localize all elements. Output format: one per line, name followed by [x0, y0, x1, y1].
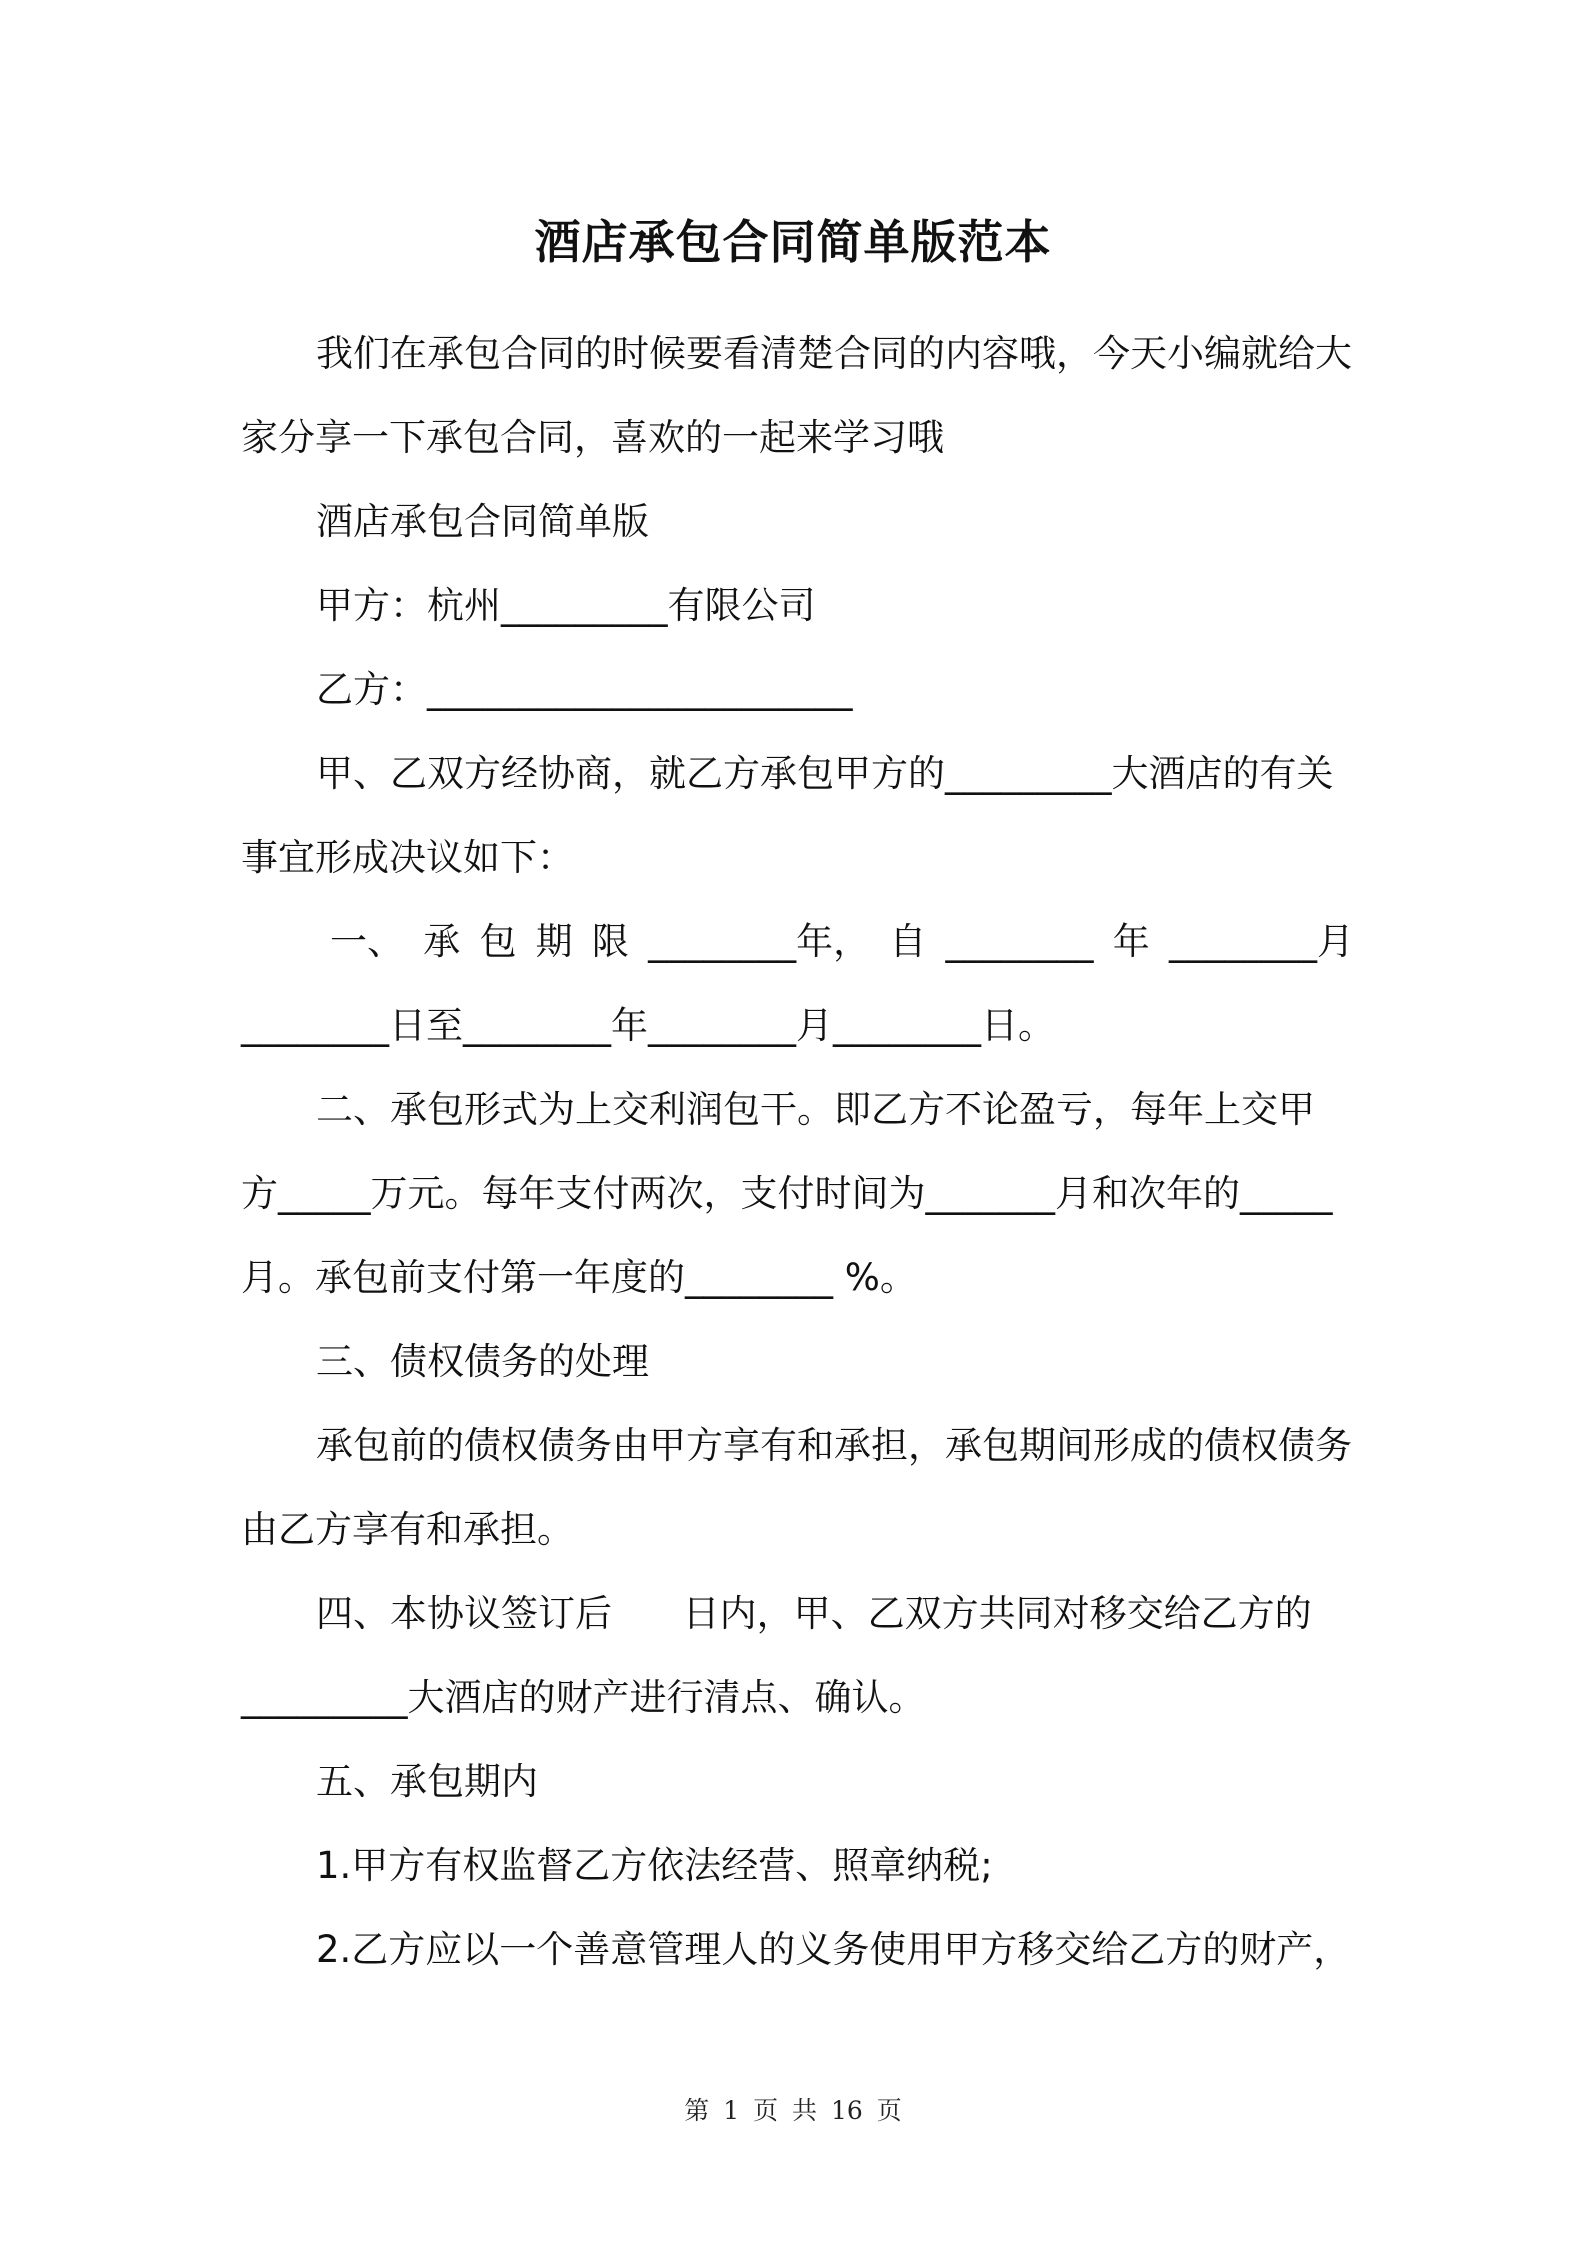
clause-three-line-2: 由乙方享有和承担。 [241, 1508, 574, 1551]
agreement-line-1: 甲、乙双方经协商，就乙方承包甲方的_________大酒店的有关 [316, 752, 1334, 795]
intro-line-2: 家分享一下承包合同，喜欢的一起来学习哦 [241, 416, 944, 459]
clause-one-part: 自 [889, 920, 927, 963]
clause-two-line-1: 二、承包形式为上交利润包干。即乙方不论盈亏，每年上交甲 [316, 1088, 1315, 1131]
clause-one-part: 限 [591, 920, 629, 963]
clause-one-part: 包 [479, 920, 517, 963]
clause-three-line-1: 承包前的债权债务由甲方享有和承担，承包期间形成的债权债务 [316, 1424, 1352, 1467]
page-number: 第 1 页 共 16 页 [684, 2096, 902, 2125]
intro-line-1: 我们在承包合同的时候要看清楚合同的内容哦，今天小编就给大 [316, 332, 1352, 375]
party-b-line: 乙方：_______________________ [316, 668, 853, 711]
clause-two-line-3: 月。承包前支付第一年度的________ %。 [241, 1256, 917, 1299]
clause-one-part: ________年， [648, 920, 871, 963]
clause-four-line-1: 四、本协议签订后 日内，甲、乙双方共同对移交给乙方的 [316, 1592, 1312, 1635]
clause-one-part: 期 [535, 920, 573, 963]
clause-one-line-2: ________日至________年________月________日。 [241, 1004, 1055, 1047]
clause-one-part: 一、 [330, 920, 404, 963]
agreement-line-2: 事宜形成决议如下： [241, 836, 574, 879]
clause-three-heading: 三、债权债务的处理 [316, 1340, 649, 1383]
subtitle-line: 酒店承包合同简单版 [316, 500, 649, 543]
clause-five-item-2: 2.乙方应以一个善意管理人的义务使用甲方移交给乙方的财产， [316, 1928, 1351, 1971]
clause-five-item-1: 1.甲方有权监督乙方依法经营、照章纳税; [316, 1844, 993, 1887]
party-a-line: 甲方：杭州_________有限公司 [316, 584, 816, 627]
clause-one-part: 年 [1112, 920, 1150, 963]
document-title: 酒店承包合同简单版范本 [534, 215, 1052, 269]
clause-four-line-2: _________大酒店的财产进行清点、确认。 [241, 1676, 926, 1719]
clause-one-part: ________月 [1168, 920, 1354, 963]
clause-five-heading: 五、承包期内 [316, 1760, 538, 1803]
clause-one-line-1 [330, 917, 1354, 967]
clause-one-part: 承 [423, 920, 461, 963]
clause-one-part: ________ [945, 920, 1094, 963]
clause-two-line-2: 方_____万元。每年支付两次，支付时间为_______月和次年的_____ [241, 1172, 1333, 1215]
